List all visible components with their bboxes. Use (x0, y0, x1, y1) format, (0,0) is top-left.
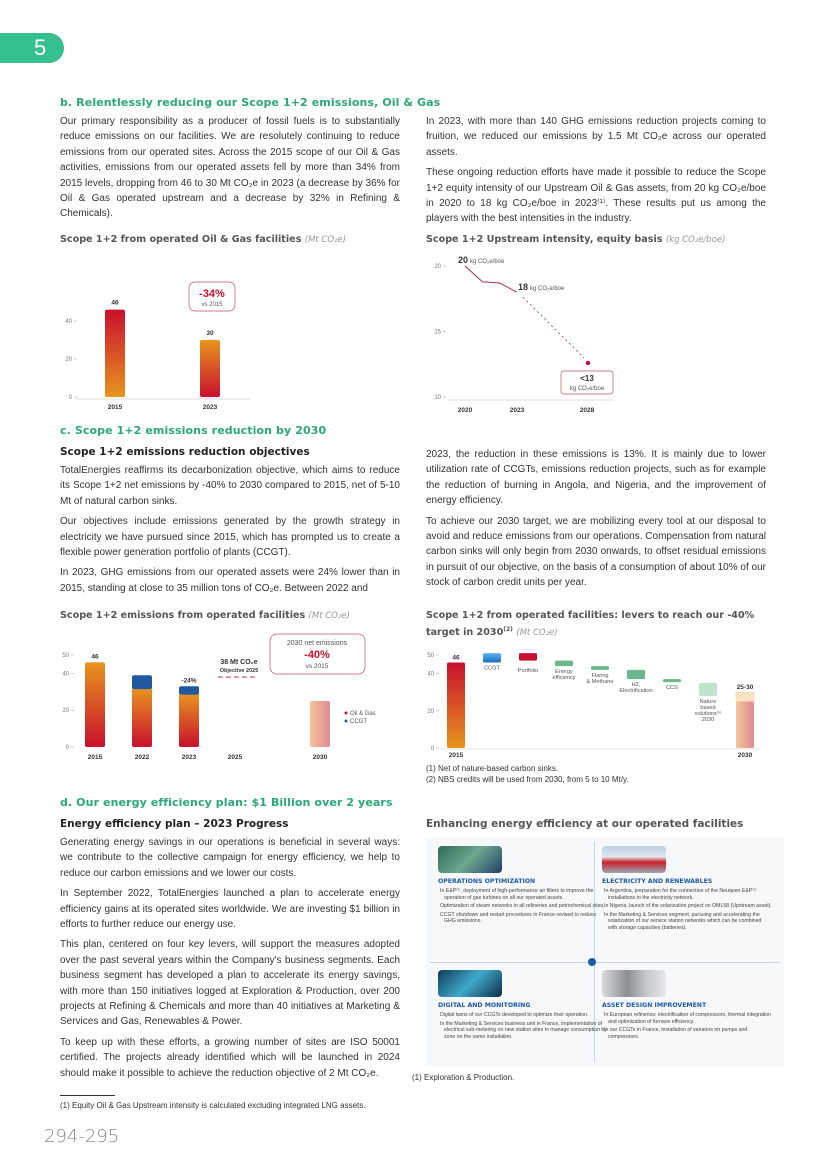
card-digital-monitoring (438, 970, 608, 1042)
x-tick-label: 2030 (312, 754, 328, 761)
bar-oil-gas-2015 (85, 662, 105, 747)
section-d-subheading: Energy efficiency plan – 2023 Progress (60, 818, 289, 830)
lever-bar (555, 661, 573, 667)
card-item: In Nigeria, launch of the solarization project on OML58 (Upstream asset). (604, 903, 772, 910)
card-item: In Argentina, preparation for the connection of the Neuquen E&P⁽¹⁾ installations to the electricity network. (604, 888, 757, 901)
x-tick-label: 2023 (202, 404, 218, 411)
lever-label: CCGT (484, 665, 500, 672)
x-tick-label: 2015 (87, 754, 103, 761)
bar-2015 (105, 310, 125, 397)
paragraph: Our objectives include emissions generated by the growth strategy in electricity we have pursued since 2015, which has prompted us to create a flexible power generation portfolio of plants (CCGT). (60, 516, 400, 559)
x-tick-label: 2020 (457, 407, 473, 414)
data-label-unit: kg CO₂e/boe (530, 286, 565, 293)
y-tick-label: 20 (434, 264, 441, 270)
card-item: Optimization of steam networks in all refineries and petrochemical sites. (440, 903, 605, 910)
card-item: CCGT shutdown and restart procedures in France revised to reduce GHG emissions. (440, 911, 597, 925)
section-c-heading: c. Scope 1+2 emissions reduction by 2030 (60, 424, 327, 437)
paragraph: In 2023, with more than 140 GHG emissions reduction projects coming to fruition, we reduced our emissions by 1.5 Mt CO₂e across our operated assets. (426, 116, 766, 158)
page-numbers: 294-295 (44, 1126, 120, 1147)
card-electricity-renewables (602, 846, 772, 934)
bar-oil-gas-2030 (310, 701, 330, 747)
callout-value: -40% (304, 649, 330, 661)
section-b-left-text (60, 114, 400, 227)
bar-ccgt-2023 (179, 686, 199, 694)
lever-label: Flaring & Methane (586, 672, 614, 685)
target-point (586, 361, 590, 365)
paragraph: These ongoing reduction efforts have made it possible to reduce the Scope 1+2 equity intensity of our Upstream Oil & Gas assets, from 20 kg CO₂e/boe in 2020 to 18 kg CO₂e/boe in 2023⁽¹⁾. These results put us among the players with the best intensities in the industry. (426, 167, 766, 225)
lever-label: CCS (666, 684, 678, 691)
paragraph: This plan, centered on four key levers, will support the measures adopted over the past several years within the Company's business segments. Each business segment has developed a plan to accelerate its energy savings, with more than 150 initiatives logged at Exploration & Production, over 200 projects at Refining & Chemicals and more than 40 initiatives at Marketing & Services and Gas, Renewables & Power. (60, 939, 400, 1028)
y-tick-label: 20 (427, 708, 434, 715)
lever-bar (483, 653, 501, 662)
bar-value-label: 46 (91, 653, 99, 661)
bar-2030 (736, 702, 754, 749)
chart4-footnotes (426, 763, 629, 785)
chart3-operated-facilities (55, 628, 415, 768)
paragraph: 2023, the reduction in these emissions is 13%. It is mainly due to lower utilization rate of CCGTs, emissions reduction projects, such as for example the reduction of burning in Angola, and Nigeria, and the improvement of energy efficiency. (426, 449, 766, 507)
page-footnote: (1) Equity Oil & Gas Upstream intensity is calculated excluding integrated LNG assets. (60, 1101, 366, 1110)
section-c-left-text (60, 463, 400, 601)
card-title: ELECTRICITY AND RENEWABLES (602, 878, 713, 885)
x-tick-label: 2023 (509, 407, 525, 414)
intensity-line (465, 266, 517, 292)
paragraph: TotalEnergies reaffirms its decarbonization objective, which aims to reduce its Scope 1+2 net emissions by -40% to 2030 compared to 2015, net of 5-10 Mt of natural carbon sinks. (60, 465, 400, 507)
y-tick-label: 0 (430, 746, 434, 752)
lever-bar (591, 666, 609, 670)
x-tick-label: 2015 (107, 404, 123, 411)
lever-label: Energy efficiency (552, 669, 576, 682)
page-number-badge: 5 (0, 33, 64, 63)
lever-bar (519, 653, 537, 660)
card-item: In European refineries: electrification of compressors, thermal integration and optimization of furnace efficiency. (604, 1012, 771, 1025)
infographic-footnote: (1) Exploration & Production. (412, 1073, 515, 1082)
data-label-unit: kg CO₂e/boe (470, 259, 505, 265)
station-photo (602, 846, 666, 873)
y-tick-label: 10 (434, 395, 441, 401)
paragraph: To achieve our 2030 target, we are mobilizing every tool at our disposal to avoid and reduce emissions from our operations. Compensation from natural carbon sinks will only begin from 2030 onwards, to offset residual emissions in pursuit of our objective, on the basis of a consumption of about 10% of our stock of carbon credit units per year. (426, 515, 766, 589)
bar-2023 (200, 340, 220, 397)
bar-ccgt-2022 (132, 675, 152, 689)
footnote-rule (60, 1095, 115, 1096)
objective-sub: Objective 2025 (219, 668, 259, 674)
section-c-right-text (426, 447, 766, 596)
lever-bar (699, 683, 717, 696)
section-d-left-text (60, 835, 400, 1086)
card-operations-optimization (438, 846, 608, 927)
y-tick-label: 0 (65, 745, 69, 751)
lever-label: Portfolio (517, 668, 539, 675)
callout-value: -34% (199, 288, 225, 300)
y-tick-label: 40 (62, 671, 69, 678)
paragraph: To keep up with these efforts, a growing number of sites are ISO 50001 certified. The projects already identified which will be launched in 2024 should make it possible to achieve the reduction objective of 2 Mt CO₂e. (60, 1036, 400, 1079)
lever-label: H2, Electrification (619, 682, 653, 695)
section-c-subheading: Scope 1+2 emissions reduction objectives (60, 446, 310, 458)
chart4-title: Scope 1+2 from operated facilities: levers to reach our -40% target in 2030$^{(2)}$ (Mt CO₂e) (426, 610, 755, 639)
y-tick-label: 40 (65, 319, 72, 325)
projection-dashed-line (523, 297, 584, 358)
card-title: DIGITAL AND MONITORING (438, 1002, 531, 1009)
y-tick-label: 50 (427, 653, 434, 659)
callout-sub: vs 2015 (201, 302, 223, 308)
lever-bar (663, 679, 681, 682)
legend-marker (345, 712, 348, 715)
footnote: (1) Net of nature-based carbon sinks. (426, 764, 559, 773)
bar-2030-range (736, 692, 754, 701)
target-unit: kg CO₂e/boe (569, 386, 605, 392)
digital-photo (438, 970, 502, 997)
target-value: <13 (580, 374, 594, 383)
y-tick-label: 20 (62, 708, 69, 715)
legend-label: Oil & Gas (350, 711, 376, 717)
chart2-upstream-intensity (420, 250, 780, 420)
y-tick-label: 40 (427, 671, 434, 678)
divider-horizontal (430, 962, 780, 963)
paragraph: Generating energy savings in our operations is beneficial in several ways: we contribute to the collective campaign for energy efficiency, we help to reduce our carbon emissions and we lower our costs. (60, 837, 400, 879)
card-item: In our CCGTs in France, installation of variators on pumps and compressors. (604, 1027, 748, 1040)
card-asset-design (602, 970, 772, 1042)
y-tick-label: 50 (62, 653, 69, 659)
x-tick-label: 2030 (737, 752, 753, 759)
card-item: Digital twins of our CCGTs developed to optimize their operation. (440, 1012, 589, 1018)
x-tick-label: 2015 (448, 752, 464, 759)
x-tick-label: 2022 (134, 754, 150, 761)
lever-bar (627, 670, 645, 679)
bar-value-label: 46 (452, 654, 460, 662)
y-tick-label: 20 (65, 357, 72, 363)
footnote: (2) NBS credits will be used from 2030, from 5 to 10 Mt/y. (426, 775, 629, 784)
chart1-oil-gas-emissions (55, 250, 415, 420)
bar-value-label: -24% (181, 677, 197, 685)
lever-label: Nature based solutions⁽¹⁾ 2030 (694, 698, 722, 723)
objective-label: 38 Mt CO₂e (220, 659, 258, 666)
paragraph: Our primary responsibility as a producer of fossil fuels is to substantially reduce emissions on our facilities. We are resolutely continuing to reduce emissions from our operated sites. Across the 2015 scope of our Oil & Gas activities, emissions from our operated assets fell by more than 34% from 2015 levels, dropping from 46 to 30 Mt CO₂e in 2023 (a decrease by 36% for Oil & Gas operated upstream and a decrease by 32% in Refining & Chemicals). (60, 116, 400, 220)
card-title: OPERATIONS OPTIMIZATION (438, 878, 536, 885)
bar-2015 (447, 662, 465, 748)
card-item: In the Marketing & Services segment, pursuing and accelerating the solarization of our service station networks which can be combined with storage capacities (batteries). (604, 911, 762, 931)
bar-oil-gas-2022 (132, 688, 152, 747)
chart2-title: Scope 1+2 Upstream intensity, equity basis (kg CO₂e/boe) (426, 234, 726, 245)
energy-efficiency-infographic (426, 838, 784, 1066)
section-d-heading: d. Our energy efficiency plan: $1 Billion over 2 years (60, 796, 393, 809)
chart3-title: Scope 1+2 emissions from operated facilities (Mt CO₂e) (60, 610, 350, 621)
chart1-title: Scope 1+2 from operated Oil & Gas facilities (Mt CO₂e) (60, 234, 347, 245)
card-title: ASSET DESIGN IMPROVEMENT (602, 1002, 707, 1009)
y-tick-label: 15 (434, 329, 441, 336)
paragraph: In September 2022, TotalEnergies launched a plan to accelerate energy efficiency gains at its operated sites worldwide. We are investing $1 billion in efforts to further reduce our energy use. (60, 888, 400, 931)
x-tick-label: 2028 (579, 407, 595, 414)
chart4-levers-waterfall (420, 640, 780, 765)
x-tick-label: 2023 (181, 754, 197, 761)
data-label: 18 (518, 282, 529, 293)
section-b-heading: b. Relentlessly reducing our Scope 1+2 emissions, Oil & Gas (60, 96, 441, 109)
infographic-title: Enhancing energy efficiency at our operated facilities (426, 818, 744, 830)
bar-oil-gas-2023 (179, 694, 199, 747)
center-dot (588, 958, 596, 966)
legend-marker (345, 720, 348, 723)
bar-value-label: 25-30 (736, 684, 754, 692)
card-item: In E&P⁽¹⁾, deployment of high-performance air filters to improve the operation of gas turbines on all our operated assets. (440, 888, 594, 901)
legend-label: CCGT (350, 719, 367, 725)
y-tick-label: 0 (68, 395, 72, 401)
operations-photo (438, 846, 502, 873)
bar-value-label: 46 (111, 299, 119, 307)
section-b-right-text (426, 114, 766, 232)
refinery-photo (602, 970, 666, 997)
card-item: In the Marketing & Services business unit in France, implementation of electrical sub-metering on new station sites to manage consumption by zone on the same installation. (440, 1020, 607, 1040)
paragraph: In 2023, GHG emissions from our operated assets were 24% lower than in 2015, standing at close to 35 million tons of CO₂e. Between 2022 and (60, 567, 400, 594)
data-label: 20 (458, 255, 469, 265)
bar-value-label: 30 (206, 330, 214, 337)
callout-top: 2030 net emissions (286, 640, 348, 647)
x-tick-label: 2025 (227, 754, 243, 761)
callout-sub: vs 2015 (305, 663, 329, 670)
